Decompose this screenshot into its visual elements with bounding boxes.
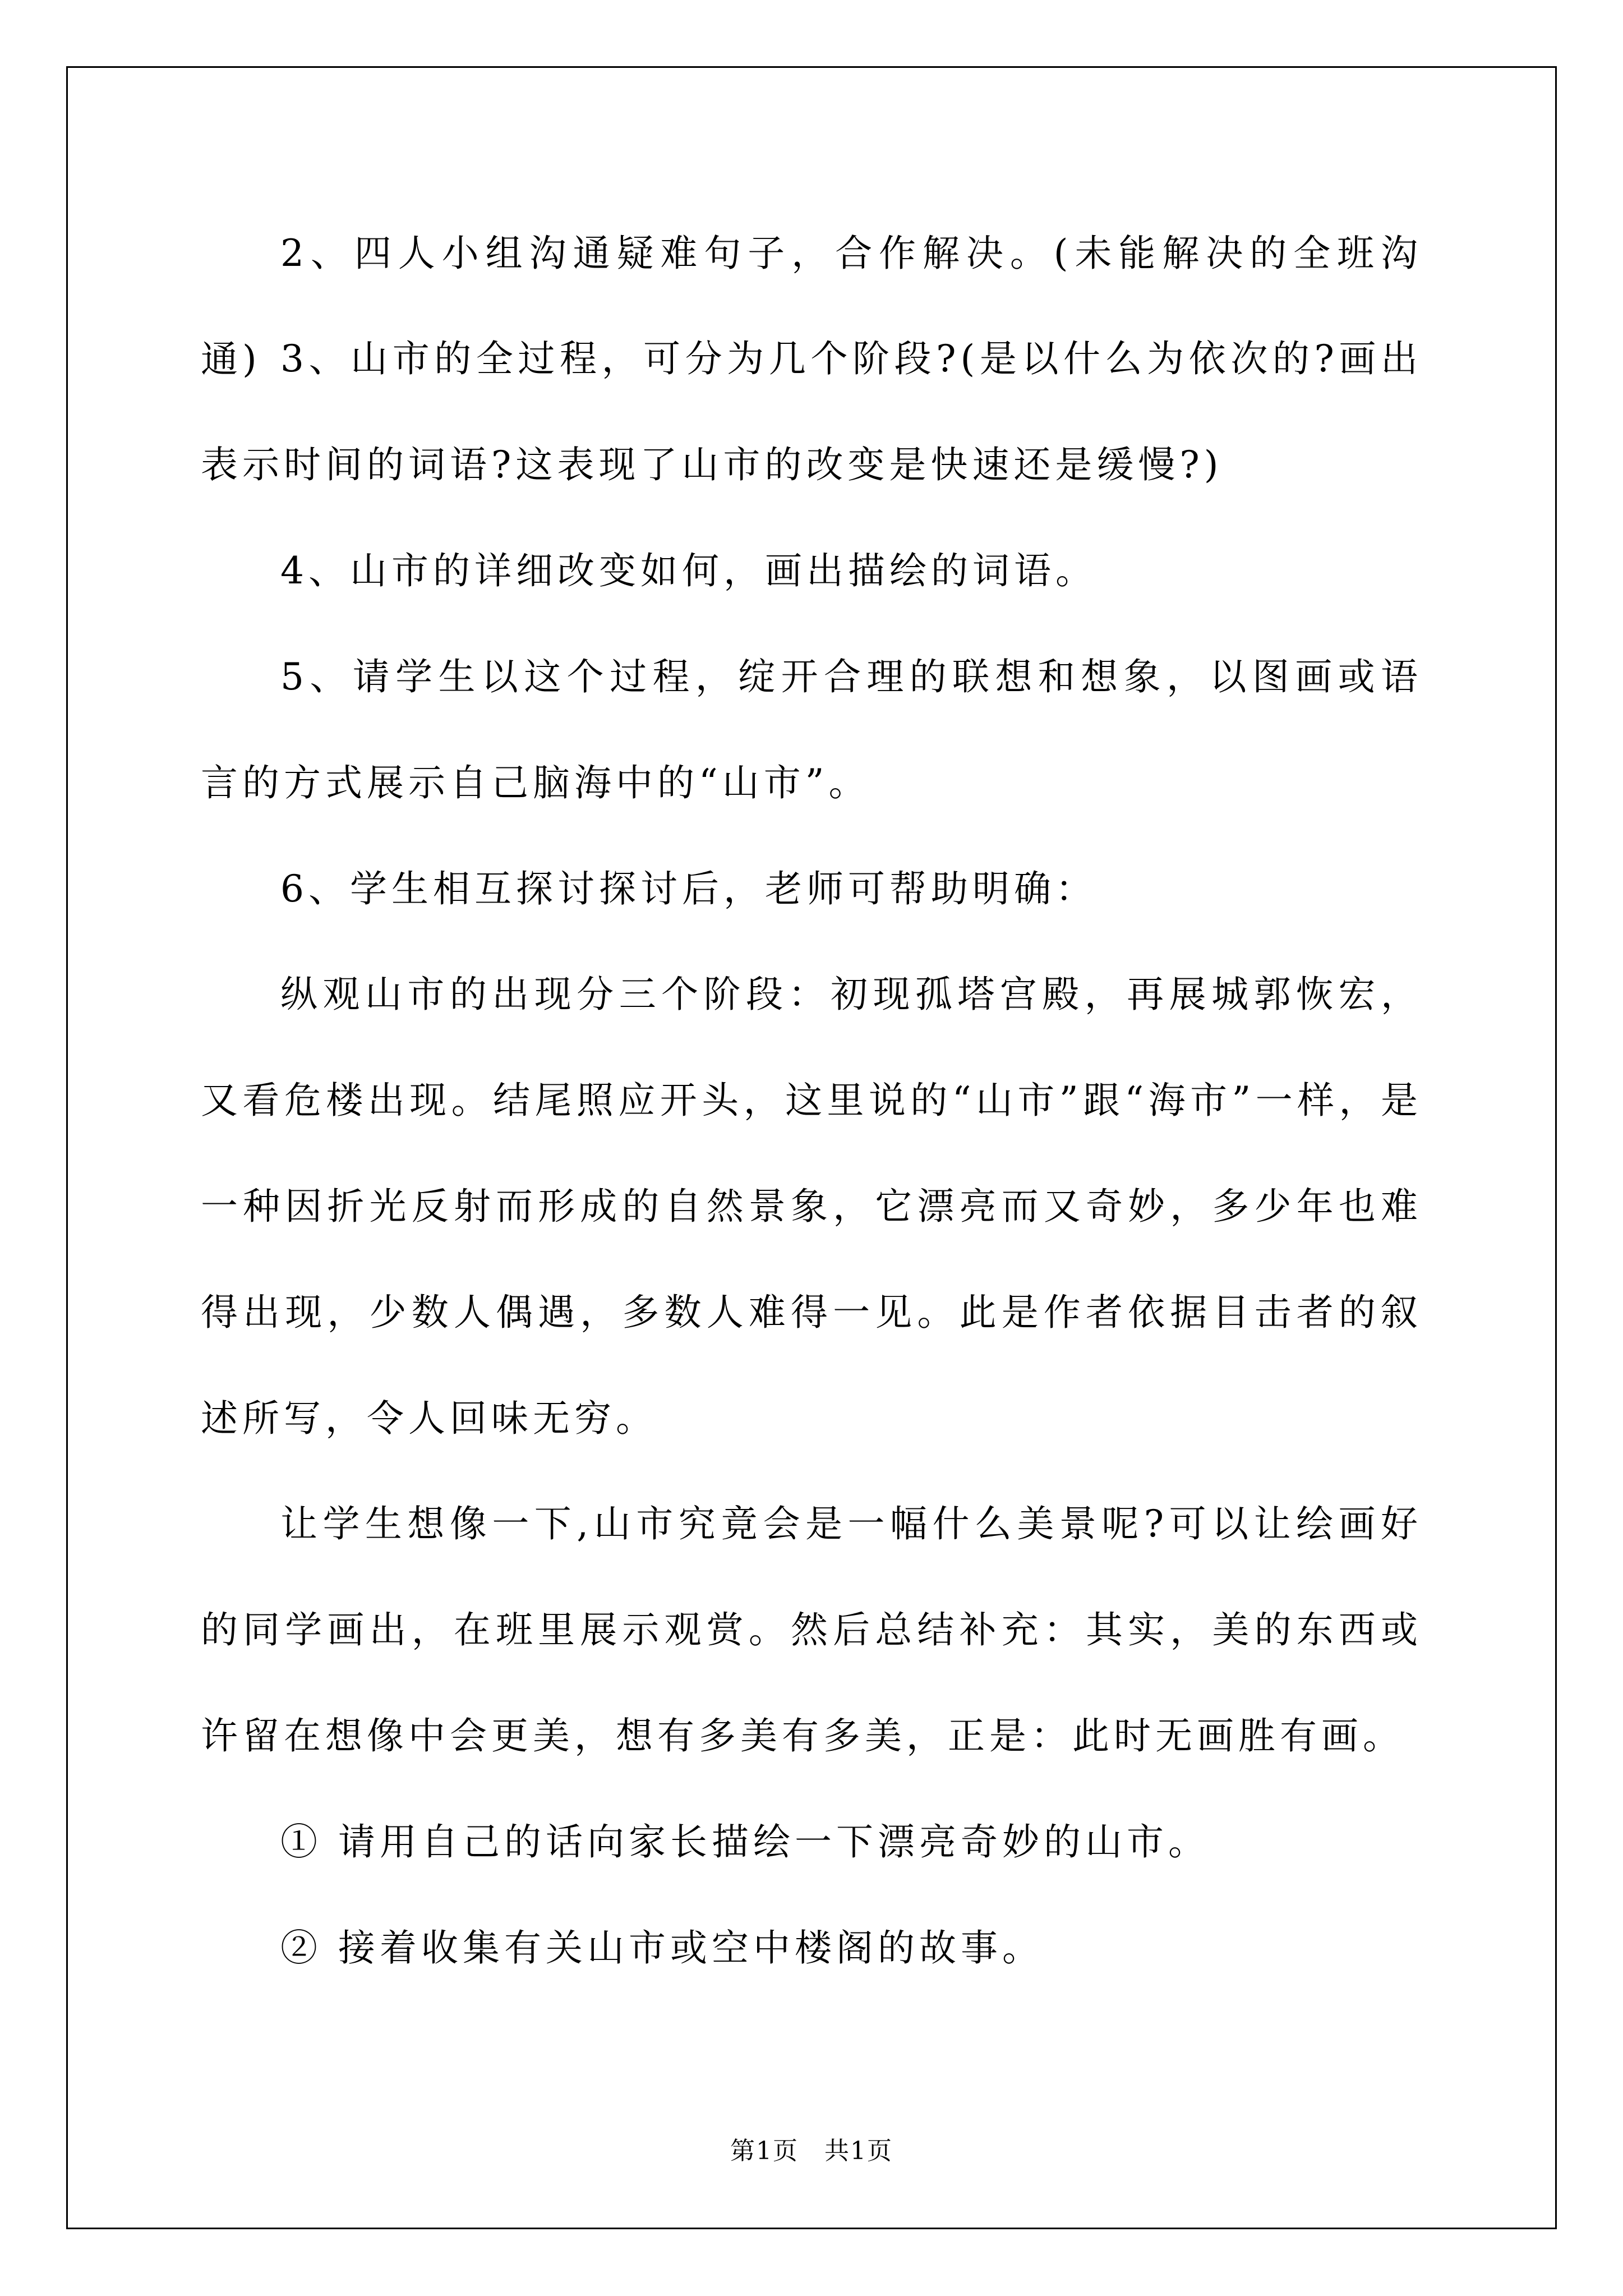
paragraph-1: 2、四人小组沟通疑难句子，合作解决。(未能解决的全班沟通) <box>201 232 1422 381</box>
paragraph-6: 纵观山市的出现分三个阶段：初现孤塔宫殿，再展城郭恢宏，又看危楼出现。结尾照应开头，这里说的“山市”跟“海市”一样，是一种因折光反射而形成的自然景象，它漂亮而又奇妙，多少年也难得出现，少数人偶遇，多数人难得一见。此是作者依据目击者的叙述所写，令人回味无穷。 <box>201 973 1422 1440</box>
paragraph-2: 3、山市的全过程，可分为几个阶段?(是以什么为依次的?画出表示时间的词语?这表现了山市的改变是快速还是缓慢?) <box>201 337 1422 486</box>
list-item-1: ① 请用自己的话向家长描绘一下漂亮奇妙的山市。 <box>280 1820 1210 1864</box>
paragraph-5: 6、学生相互探讨探讨后，老师可帮助明确： <box>280 867 1097 910</box>
page-footer: 第1页 共1页 <box>730 2137 893 2165</box>
paragraph-3: 4、山市的详细改变如何，画出描绘的词语。 <box>280 549 1097 592</box>
paragraph-7: 让学生想像一下,山市究竟会是一幅什么美景呢?可以让绘画好的同学画出，在班里展示观赏。然后总结补充：其实，美的东西或许留在想像中会更美，想有多美有多美，正是：此时无画胜有画。 <box>201 1502 1422 1757</box>
paragraph-4: 5、请学生以这个过程，绽开合理的联想和想象，以图画或语言的方式展示自己脑海中的“山市”。 <box>201 655 1422 804</box>
list-item-2: ② 接着收集有关山市或空中楼阁的故事。 <box>280 1926 1044 1970</box>
